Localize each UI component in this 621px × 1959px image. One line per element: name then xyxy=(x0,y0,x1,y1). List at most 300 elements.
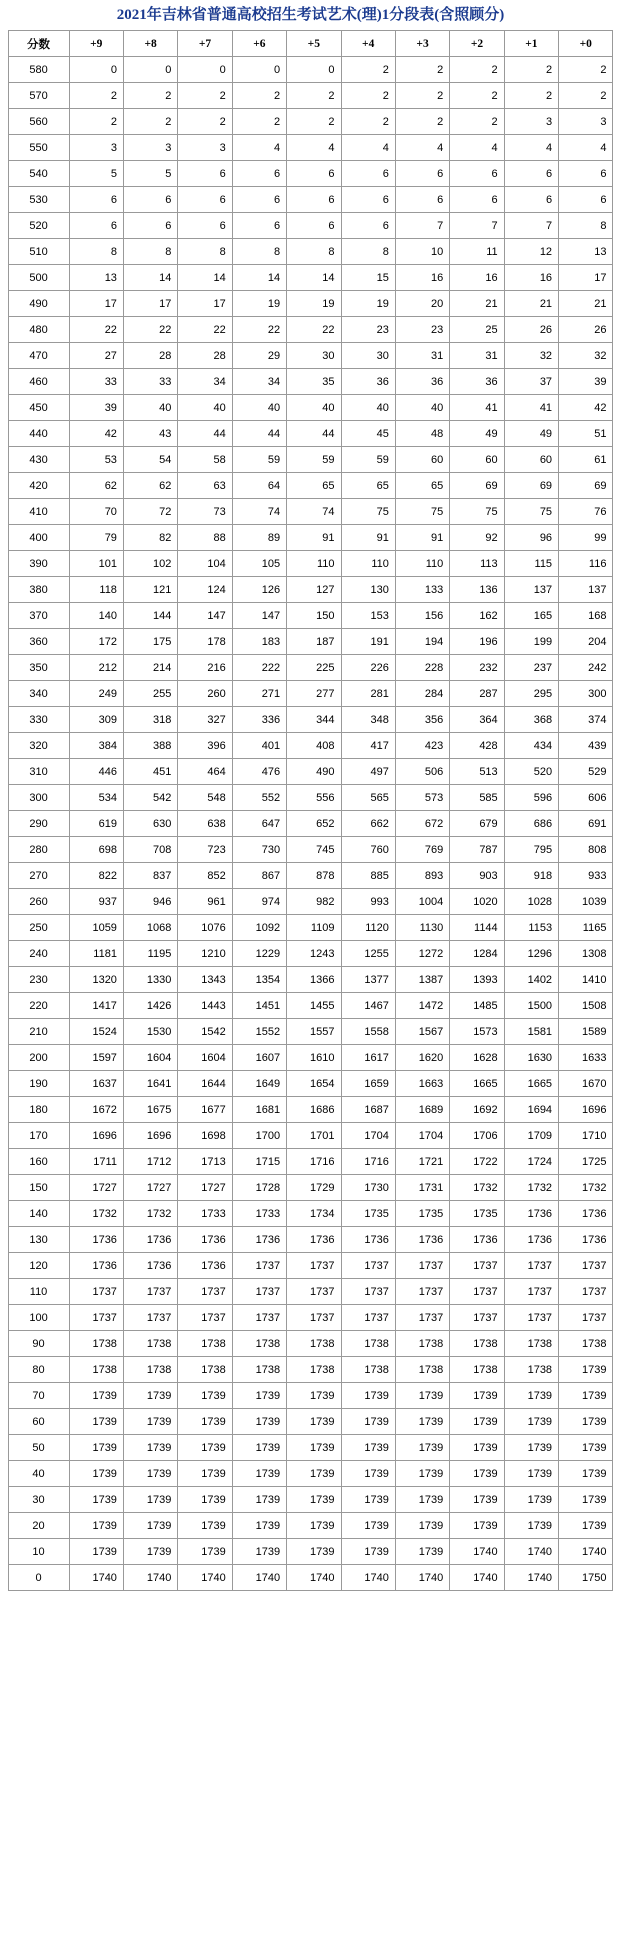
cumulative-count-cell: 423 xyxy=(395,733,449,759)
cumulative-count-cell: 1737 xyxy=(69,1305,123,1331)
score-band-cell: 190 xyxy=(8,1071,69,1097)
cumulative-count-cell: 1633 xyxy=(559,1045,613,1071)
cumulative-count-cell: 101 xyxy=(69,551,123,577)
cumulative-count-cell: 2 xyxy=(450,57,504,83)
cumulative-count-cell: 6 xyxy=(341,187,395,213)
cumulative-count-cell: 464 xyxy=(178,759,232,785)
table-row xyxy=(8,135,613,161)
cumulative-count-cell: 1451 xyxy=(232,993,286,1019)
cumulative-count-cell: 1739 xyxy=(69,1409,123,1435)
table-row xyxy=(8,655,613,681)
cumulative-count-cell: 946 xyxy=(123,889,177,915)
cumulative-count-cell: 4 xyxy=(232,135,286,161)
score-band-cell: 480 xyxy=(8,317,69,343)
cumulative-count-cell: 1739 xyxy=(341,1539,395,1565)
cumulative-count-cell: 2 xyxy=(287,83,341,109)
cumulative-count-cell: 1739 xyxy=(450,1409,504,1435)
cumulative-count-cell: 43 xyxy=(123,421,177,447)
cumulative-count-cell: 1644 xyxy=(178,1071,232,1097)
cumulative-count-cell: 150 xyxy=(287,603,341,629)
cumulative-count-cell: 534 xyxy=(69,785,123,811)
cumulative-count-cell: 1739 xyxy=(504,1409,558,1435)
cumulative-count-cell: 1557 xyxy=(287,1019,341,1045)
table-row xyxy=(8,1123,613,1149)
header-row xyxy=(8,31,613,57)
cumulative-count-cell: 1729 xyxy=(287,1175,341,1201)
cumulative-count-cell: 1704 xyxy=(341,1123,395,1149)
cumulative-count-cell: 0 xyxy=(123,57,177,83)
cumulative-count-cell: 1738 xyxy=(450,1331,504,1357)
table-row xyxy=(8,707,613,733)
table-row xyxy=(8,525,613,551)
cumulative-count-cell: 15 xyxy=(341,265,395,291)
cumulative-count-cell: 1620 xyxy=(395,1045,449,1071)
cumulative-count-cell: 92 xyxy=(450,525,504,551)
table-row xyxy=(8,369,613,395)
cumulative-count-cell: 1740 xyxy=(559,1539,613,1565)
cumulative-count-cell: 48 xyxy=(395,421,449,447)
score-band-cell: 290 xyxy=(8,811,69,837)
cumulative-count-cell: 1738 xyxy=(504,1331,558,1357)
cumulative-count-cell: 1737 xyxy=(504,1253,558,1279)
cumulative-count-cell: 23 xyxy=(395,317,449,343)
cumulative-count-cell: 1713 xyxy=(178,1149,232,1175)
cumulative-count-cell: 1739 xyxy=(559,1461,613,1487)
cumulative-count-cell: 242 xyxy=(559,655,613,681)
cumulative-count-cell: 1426 xyxy=(123,993,177,1019)
cumulative-count-cell: 99 xyxy=(559,525,613,551)
cumulative-count-cell: 1739 xyxy=(178,1409,232,1435)
cumulative-count-cell: 137 xyxy=(504,577,558,603)
cumulative-count-cell: 16 xyxy=(395,265,449,291)
cumulative-count-cell: 1665 xyxy=(450,1071,504,1097)
cumulative-count-cell: 277 xyxy=(287,681,341,707)
cumulative-count-cell: 1739 xyxy=(504,1461,558,1487)
cumulative-count-cell: 439 xyxy=(559,733,613,759)
cumulative-count-cell: 903 xyxy=(450,863,504,889)
cumulative-count-cell: 17 xyxy=(69,291,123,317)
cumulative-count-cell: 1607 xyxy=(232,1045,286,1071)
cumulative-count-cell: 19 xyxy=(287,291,341,317)
cumulative-count-cell: 162 xyxy=(450,603,504,629)
cumulative-count-cell: 178 xyxy=(178,629,232,655)
cumulative-count-cell: 53 xyxy=(69,447,123,473)
table-row xyxy=(8,1565,613,1591)
cumulative-count-cell: 1736 xyxy=(504,1227,558,1253)
cumulative-count-cell: 1738 xyxy=(287,1331,341,1357)
score-band-cell: 380 xyxy=(8,577,69,603)
cumulative-count-cell: 8 xyxy=(341,239,395,265)
cumulative-count-cell: 1738 xyxy=(178,1357,232,1383)
cumulative-count-cell: 28 xyxy=(178,343,232,369)
table-row xyxy=(8,1071,613,1097)
cumulative-count-cell: 1738 xyxy=(123,1331,177,1357)
cumulative-count-cell: 1739 xyxy=(178,1461,232,1487)
cumulative-count-cell: 552 xyxy=(232,785,286,811)
score-band-cell: 40 xyxy=(8,1461,69,1487)
cumulative-count-cell: 1739 xyxy=(287,1513,341,1539)
cumulative-count-cell: 1059 xyxy=(69,915,123,941)
table-row xyxy=(8,629,613,655)
cumulative-count-cell: 1739 xyxy=(232,1435,286,1461)
cumulative-count-cell: 1696 xyxy=(69,1123,123,1149)
cumulative-count-cell: 327 xyxy=(178,707,232,733)
cumulative-count-cell: 115 xyxy=(504,551,558,577)
cumulative-count-cell: 2 xyxy=(504,57,558,83)
cumulative-count-cell: 1739 xyxy=(504,1487,558,1513)
cumulative-count-cell: 1715 xyxy=(232,1149,286,1175)
cumulative-count-cell: 1737 xyxy=(178,1279,232,1305)
cumulative-count-cell: 17 xyxy=(123,291,177,317)
cumulative-count-cell: 3 xyxy=(504,109,558,135)
score-band-cell: 10 xyxy=(8,1539,69,1565)
score-band-cell: 370 xyxy=(8,603,69,629)
score-band-cell: 220 xyxy=(8,993,69,1019)
cumulative-count-cell: 1739 xyxy=(395,1435,449,1461)
cumulative-count-cell: 59 xyxy=(341,447,395,473)
cumulative-count-cell: 49 xyxy=(504,421,558,447)
cumulative-count-cell: 1730 xyxy=(341,1175,395,1201)
cumulative-count-cell: 62 xyxy=(123,473,177,499)
cumulative-count-cell: 885 xyxy=(341,863,395,889)
cumulative-count-cell: 1740 xyxy=(450,1565,504,1591)
cumulative-count-cell: 6 xyxy=(178,187,232,213)
cumulative-count-cell: 1739 xyxy=(341,1435,395,1461)
cumulative-count-cell: 36 xyxy=(450,369,504,395)
score-band-cell: 350 xyxy=(8,655,69,681)
table-row xyxy=(8,1019,613,1045)
cumulative-count-cell: 1739 xyxy=(178,1383,232,1409)
cumulative-count-cell: 2 xyxy=(559,83,613,109)
cumulative-count-cell: 21 xyxy=(504,291,558,317)
cumulative-count-cell: 44 xyxy=(232,421,286,447)
cumulative-count-cell: 96 xyxy=(504,525,558,551)
cumulative-count-cell: 1739 xyxy=(123,1409,177,1435)
cumulative-count-cell: 5 xyxy=(123,161,177,187)
cumulative-count-cell: 1736 xyxy=(232,1227,286,1253)
cumulative-count-cell: 1736 xyxy=(341,1227,395,1253)
cumulative-count-cell: 3 xyxy=(69,135,123,161)
cumulative-count-cell: 194 xyxy=(395,629,449,655)
cumulative-count-cell: 6 xyxy=(395,187,449,213)
cumulative-count-cell: 396 xyxy=(178,733,232,759)
score-band-cell: 520 xyxy=(8,213,69,239)
table-row xyxy=(8,759,613,785)
column-header-offset-plus4: +4 xyxy=(341,31,395,57)
cumulative-count-cell: 878 xyxy=(287,863,341,889)
cumulative-count-cell: 1738 xyxy=(69,1331,123,1357)
cumulative-count-cell: 70 xyxy=(69,499,123,525)
cumulative-count-cell: 1732 xyxy=(69,1201,123,1227)
cumulative-count-cell: 1739 xyxy=(232,1383,286,1409)
cumulative-count-cell: 1733 xyxy=(232,1201,286,1227)
cumulative-count-cell: 647 xyxy=(232,811,286,837)
cumulative-count-cell: 40 xyxy=(287,395,341,421)
cumulative-count-cell: 4 xyxy=(341,135,395,161)
cumulative-count-cell: 822 xyxy=(69,863,123,889)
table-row xyxy=(8,83,613,109)
cumulative-count-cell: 893 xyxy=(395,863,449,889)
cumulative-count-cell: 6 xyxy=(178,161,232,187)
cumulative-count-cell: 40 xyxy=(178,395,232,421)
cumulative-count-cell: 730 xyxy=(232,837,286,863)
cumulative-count-cell: 1740 xyxy=(69,1565,123,1591)
table-row xyxy=(8,213,613,239)
cumulative-count-cell: 1738 xyxy=(69,1357,123,1383)
cumulative-count-cell: 1739 xyxy=(341,1513,395,1539)
cumulative-count-cell: 336 xyxy=(232,707,286,733)
score-band-cell: 260 xyxy=(8,889,69,915)
table-row xyxy=(8,1461,613,1487)
score-band-cell: 100 xyxy=(8,1305,69,1331)
cumulative-count-cell: 232 xyxy=(450,655,504,681)
column-header-offset-plus5: +5 xyxy=(287,31,341,57)
table-row xyxy=(8,967,613,993)
cumulative-count-cell: 1737 xyxy=(123,1305,177,1331)
cumulative-count-cell: 638 xyxy=(178,811,232,837)
cumulative-count-cell: 1737 xyxy=(232,1305,286,1331)
cumulative-count-cell: 1739 xyxy=(69,1487,123,1513)
table-row xyxy=(8,499,613,525)
cumulative-count-cell: 6 xyxy=(559,187,613,213)
table-row xyxy=(8,863,613,889)
cumulative-count-cell: 1558 xyxy=(341,1019,395,1045)
cumulative-count-cell: 1739 xyxy=(450,1513,504,1539)
cumulative-count-cell: 1740 xyxy=(341,1565,395,1591)
score-band-cell: 20 xyxy=(8,1513,69,1539)
cumulative-count-cell: 1738 xyxy=(504,1357,558,1383)
score-band-cell: 500 xyxy=(8,265,69,291)
cumulative-count-cell: 5 xyxy=(69,161,123,187)
cumulative-count-cell: 74 xyxy=(232,499,286,525)
cumulative-count-cell: 183 xyxy=(232,629,286,655)
cumulative-count-cell: 14 xyxy=(123,265,177,291)
cumulative-count-cell: 6 xyxy=(395,161,449,187)
table-row xyxy=(8,1487,613,1513)
cumulative-count-cell: 1320 xyxy=(69,967,123,993)
score-band-cell: 460 xyxy=(8,369,69,395)
cumulative-count-cell: 65 xyxy=(287,473,341,499)
score-band-cell: 510 xyxy=(8,239,69,265)
cumulative-count-cell: 1739 xyxy=(395,1409,449,1435)
cumulative-count-cell: 542 xyxy=(123,785,177,811)
score-band-cell: 330 xyxy=(8,707,69,733)
cumulative-count-cell: 27 xyxy=(69,343,123,369)
cumulative-count-cell: 1737 xyxy=(232,1253,286,1279)
cumulative-count-cell: 1659 xyxy=(341,1071,395,1097)
cumulative-count-cell: 1739 xyxy=(341,1383,395,1409)
cumulative-count-cell: 1736 xyxy=(123,1253,177,1279)
cumulative-count-cell: 0 xyxy=(232,57,286,83)
table-row xyxy=(8,915,613,941)
cumulative-count-cell: 1377 xyxy=(341,967,395,993)
cumulative-count-cell: 1739 xyxy=(287,1539,341,1565)
cumulative-count-cell: 22 xyxy=(287,317,341,343)
cumulative-count-cell: 3 xyxy=(123,135,177,161)
score-band-cell: 530 xyxy=(8,187,69,213)
score-band-cell: 340 xyxy=(8,681,69,707)
cumulative-count-cell: 652 xyxy=(287,811,341,837)
cumulative-count-cell: 1737 xyxy=(559,1305,613,1331)
cumulative-count-cell: 1739 xyxy=(69,1513,123,1539)
cumulative-count-cell: 672 xyxy=(395,811,449,837)
cumulative-count-cell: 116 xyxy=(559,551,613,577)
cumulative-count-cell: 1195 xyxy=(123,941,177,967)
cumulative-count-cell: 374 xyxy=(559,707,613,733)
cumulative-count-cell: 2 xyxy=(341,109,395,135)
cumulative-count-cell: 1740 xyxy=(504,1565,558,1591)
table-row xyxy=(8,993,613,1019)
cumulative-count-cell: 1739 xyxy=(395,1461,449,1487)
cumulative-count-cell: 237 xyxy=(504,655,558,681)
cumulative-count-cell: 1284 xyxy=(450,941,504,967)
cumulative-count-cell: 1020 xyxy=(450,889,504,915)
cumulative-count-cell: 1738 xyxy=(341,1357,395,1383)
cumulative-count-cell: 6 xyxy=(123,187,177,213)
cumulative-count-cell: 933 xyxy=(559,863,613,889)
cumulative-count-cell: 45 xyxy=(341,421,395,447)
cumulative-count-cell: 19 xyxy=(341,291,395,317)
cumulative-count-cell: 1736 xyxy=(559,1201,613,1227)
table-row xyxy=(8,733,613,759)
cumulative-count-cell: 2 xyxy=(178,83,232,109)
cumulative-count-cell: 2 xyxy=(178,109,232,135)
table-row xyxy=(8,811,613,837)
cumulative-count-cell: 1734 xyxy=(287,1201,341,1227)
cumulative-count-cell: 1737 xyxy=(450,1253,504,1279)
cumulative-count-cell: 249 xyxy=(69,681,123,707)
cumulative-count-cell: 127 xyxy=(287,577,341,603)
cumulative-count-cell: 105 xyxy=(232,551,286,577)
cumulative-count-cell: 1731 xyxy=(395,1175,449,1201)
cumulative-count-cell: 147 xyxy=(178,603,232,629)
cumulative-count-cell: 1472 xyxy=(395,993,449,1019)
cumulative-count-cell: 61 xyxy=(559,447,613,473)
table-row xyxy=(8,1045,613,1071)
cumulative-count-cell: 14 xyxy=(287,265,341,291)
cumulative-count-cell: 1737 xyxy=(341,1253,395,1279)
cumulative-count-cell: 226 xyxy=(341,655,395,681)
score-distribution-table xyxy=(8,30,614,1591)
cumulative-count-cell: 4 xyxy=(287,135,341,161)
cumulative-count-cell: 212 xyxy=(69,655,123,681)
cumulative-count-cell: 6 xyxy=(69,213,123,239)
cumulative-count-cell: 1681 xyxy=(232,1097,286,1123)
cumulative-count-cell: 1736 xyxy=(395,1227,449,1253)
cumulative-count-cell: 191 xyxy=(341,629,395,655)
cumulative-count-cell: 136 xyxy=(450,577,504,603)
column-header-score: 分数 xyxy=(8,31,69,57)
table-row xyxy=(8,447,613,473)
cumulative-count-cell: 89 xyxy=(232,525,286,551)
cumulative-count-cell: 1670 xyxy=(559,1071,613,1097)
cumulative-count-cell: 69 xyxy=(559,473,613,499)
cumulative-count-cell: 187 xyxy=(287,629,341,655)
cumulative-count-cell: 529 xyxy=(559,759,613,785)
cumulative-count-cell: 33 xyxy=(69,369,123,395)
cumulative-count-cell: 8 xyxy=(287,239,341,265)
cumulative-count-cell: 126 xyxy=(232,577,286,603)
cumulative-count-cell: 31 xyxy=(450,343,504,369)
cumulative-count-cell: 1737 xyxy=(287,1279,341,1305)
cumulative-count-cell: 1443 xyxy=(178,993,232,1019)
cumulative-count-cell: 1739 xyxy=(232,1409,286,1435)
cumulative-count-cell: 384 xyxy=(69,733,123,759)
cumulative-count-cell: 1675 xyxy=(123,1097,177,1123)
cumulative-count-cell: 11 xyxy=(450,239,504,265)
cumulative-count-cell: 62 xyxy=(69,473,123,499)
cumulative-count-cell: 4 xyxy=(559,135,613,161)
table-row xyxy=(8,1175,613,1201)
cumulative-count-cell: 14 xyxy=(178,265,232,291)
cumulative-count-cell: 1698 xyxy=(178,1123,232,1149)
cumulative-count-cell: 19 xyxy=(232,291,286,317)
cumulative-count-cell: 1272 xyxy=(395,941,449,967)
cumulative-count-cell: 1739 xyxy=(123,1435,177,1461)
cumulative-count-cell: 16 xyxy=(504,265,558,291)
score-band-cell: 550 xyxy=(8,135,69,161)
score-band-cell: 310 xyxy=(8,759,69,785)
cumulative-count-cell: 32 xyxy=(504,343,558,369)
cumulative-count-cell: 32 xyxy=(559,343,613,369)
cumulative-count-cell: 1739 xyxy=(450,1383,504,1409)
cumulative-count-cell: 6 xyxy=(341,213,395,239)
cumulative-count-cell: 1738 xyxy=(341,1331,395,1357)
cumulative-count-cell: 1694 xyxy=(504,1097,558,1123)
score-band-cell: 300 xyxy=(8,785,69,811)
cumulative-count-cell: 318 xyxy=(123,707,177,733)
score-band-cell: 130 xyxy=(8,1227,69,1253)
cumulative-count-cell: 255 xyxy=(123,681,177,707)
cumulative-count-cell: 1739 xyxy=(504,1435,558,1461)
cumulative-count-cell: 348 xyxy=(341,707,395,733)
cumulative-count-cell: 271 xyxy=(232,681,286,707)
cumulative-count-cell: 1637 xyxy=(69,1071,123,1097)
score-band-cell: 440 xyxy=(8,421,69,447)
cumulative-count-cell: 497 xyxy=(341,759,395,785)
cumulative-count-cell: 14 xyxy=(232,265,286,291)
cumulative-count-cell: 23 xyxy=(341,317,395,343)
table-row xyxy=(8,577,613,603)
cumulative-count-cell: 2 xyxy=(69,109,123,135)
cumulative-count-cell: 1597 xyxy=(69,1045,123,1071)
cumulative-count-cell: 974 xyxy=(232,889,286,915)
cumulative-count-cell: 993 xyxy=(341,889,395,915)
cumulative-count-cell: 1330 xyxy=(123,967,177,993)
cumulative-count-cell: 40 xyxy=(395,395,449,421)
cumulative-count-cell: 1738 xyxy=(395,1357,449,1383)
cumulative-count-cell: 17 xyxy=(559,265,613,291)
cumulative-count-cell: 1739 xyxy=(450,1487,504,1513)
cumulative-count-cell: 6 xyxy=(341,161,395,187)
cumulative-count-cell: 1739 xyxy=(123,1539,177,1565)
cumulative-count-cell: 41 xyxy=(504,395,558,421)
cumulative-count-cell: 59 xyxy=(287,447,341,473)
table-row xyxy=(8,1253,613,1279)
cumulative-count-cell: 39 xyxy=(69,395,123,421)
cumulative-count-cell: 1229 xyxy=(232,941,286,967)
cumulative-count-cell: 1740 xyxy=(504,1539,558,1565)
table-row xyxy=(8,1331,613,1357)
cumulative-count-cell: 2 xyxy=(123,109,177,135)
cumulative-count-cell: 1710 xyxy=(559,1123,613,1149)
cumulative-count-cell: 1617 xyxy=(341,1045,395,1071)
cumulative-count-cell: 60 xyxy=(395,447,449,473)
cumulative-count-cell: 284 xyxy=(395,681,449,707)
cumulative-count-cell: 75 xyxy=(450,499,504,525)
cumulative-count-cell: 22 xyxy=(178,317,232,343)
cumulative-count-cell: 1737 xyxy=(450,1305,504,1331)
